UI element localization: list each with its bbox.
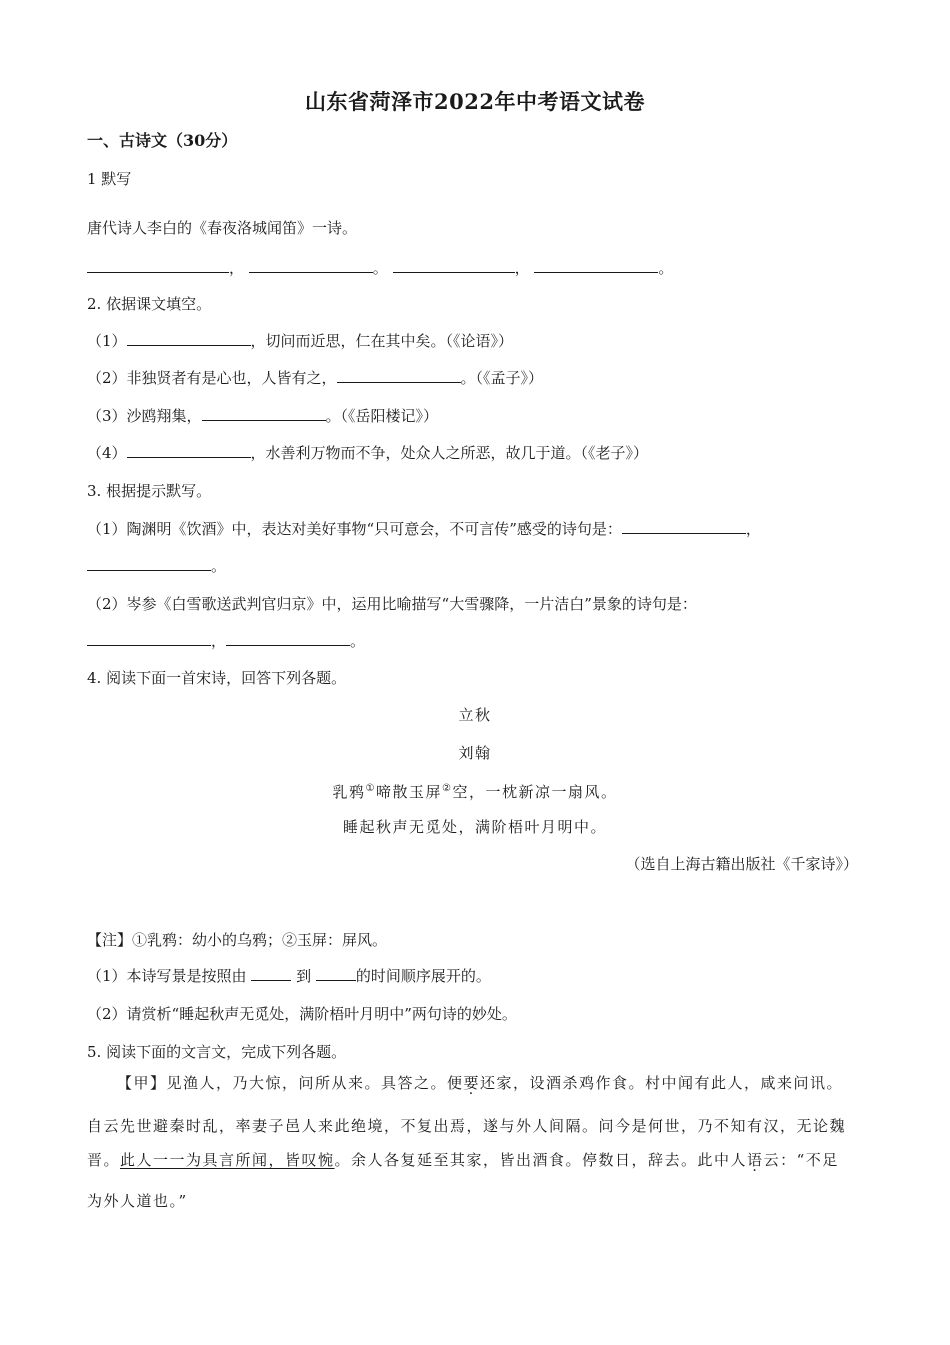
punctuation: ， bbox=[514, 259, 530, 277]
answer-blank[interactable] bbox=[251, 966, 291, 981]
emphasis-dot-char: 语 bbox=[747, 1151, 764, 1169]
footnote-marker: ② bbox=[442, 783, 453, 794]
answer-blank[interactable] bbox=[87, 258, 229, 273]
question-4-sub-1: （1）本诗写景是按照由 到 的时间顺序展开的。 bbox=[87, 967, 491, 985]
question-3-item-1-cont: 。 bbox=[87, 556, 226, 576]
question-2-item-2: （2）非独贤者有是心也，人皆有之， 。（《孟子》） bbox=[87, 369, 544, 387]
poem-line-1: 乳鸦①啼散玉屏②空，一枕新凉一扇风。 bbox=[332, 783, 618, 801]
poem-source: （选自上海古籍出版社《千家诗》） bbox=[625, 855, 858, 873]
underlined-sentence: 此人一一为具言所闻，皆叹惋 bbox=[120, 1151, 335, 1169]
question-1-label: 1 默写 bbox=[87, 170, 132, 188]
question-1-blanks bbox=[87, 258, 673, 278]
answer-blank[interactable] bbox=[337, 368, 461, 383]
poem-author: 刘翰 bbox=[458, 744, 492, 762]
passage-line-3: 晋。此人一一为具言所闻，皆叹惋。余人各复延至其家，皆出酒食。停数日，辞去。此中人语云：“不足 bbox=[87, 1151, 839, 1169]
question-2-label: 2. 依据课文填空。 bbox=[87, 295, 212, 313]
question-2-item-3: （3）沙鸥翔集， 。（《岳阳楼记》） bbox=[87, 407, 439, 425]
answer-blank[interactable] bbox=[534, 258, 658, 273]
answer-blank[interactable] bbox=[127, 443, 251, 458]
answer-blank[interactable] bbox=[87, 556, 211, 571]
poem-line-2: 睡起秋声无觅处，满阶梧叶月明中。 bbox=[342, 818, 607, 836]
answer-blank[interactable] bbox=[226, 631, 350, 646]
page-title: 山东省菏泽市2022年中考语文试卷 bbox=[305, 89, 645, 114]
question-5-label: 5. 阅读下面的文言文，完成下列各题。 bbox=[87, 1043, 347, 1061]
question-2-item-1: （1） ，切问而近思，仁在其中矣。（《论语》） bbox=[87, 332, 514, 350]
question-1-prompt: 唐代诗人李白的《春夜洛城闻笛》一诗。 bbox=[87, 219, 358, 237]
footnote-marker: ① bbox=[365, 783, 376, 794]
punctuation: 。 bbox=[372, 259, 388, 277]
question-4-sub-2: （2）请赏析“睡起秋声无觅处，满阶梧叶月明中”两句诗的妙处。 bbox=[87, 1005, 517, 1023]
question-3-item-1: （1）陶渊明《饮酒》中，表达对美好事物“只可意会，不可言传”感受的诗句是： ， bbox=[87, 520, 761, 538]
passage-line-1: 【甲】见渔人，乃大惊，问所从来。具答之。便要还家，设酒杀鸡作食。村中闻有此人，咸来问讯。 bbox=[117, 1074, 844, 1092]
passage-line-2: 自云先世避秦时乱，率妻子邑人来此绝境，不复出焉，遂与外人间隔。问今是何世，乃不知有汉，无论魏 bbox=[87, 1117, 847, 1135]
question-4-label: 4. 阅读下面一首宋诗，回答下列各题。 bbox=[87, 669, 347, 687]
answer-blank[interactable] bbox=[87, 631, 211, 646]
answer-blank[interactable] bbox=[249, 258, 373, 273]
punctuation: 。 bbox=[658, 259, 674, 277]
poem-note: 【注】①乳鸦：幼小的乌鸦；②玉屏：屏风。 bbox=[87, 931, 388, 949]
poem-title: 立秋 bbox=[458, 706, 492, 724]
passage-line-4: 为外人道也。” bbox=[87, 1192, 188, 1210]
punctuation: ， bbox=[229, 259, 245, 277]
question-3-label: 3. 根据提示默写。 bbox=[87, 482, 212, 500]
answer-blank[interactable] bbox=[393, 258, 515, 273]
question-3-item-2: （2）岑参《白雪歌送武判官归京》中，运用比喻描写“大雪骤降，一片洁白”景象的诗句是： bbox=[87, 595, 697, 613]
answer-blank[interactable] bbox=[127, 331, 251, 346]
answer-blank[interactable] bbox=[316, 966, 356, 981]
emphasis-dot-char: 要 bbox=[463, 1074, 481, 1092]
answer-blank[interactable] bbox=[622, 519, 746, 534]
answer-blank[interactable] bbox=[202, 406, 326, 421]
section-heading: 一、古诗文（30分） bbox=[87, 131, 238, 150]
question-3-item-2-cont: ， 。 bbox=[87, 631, 365, 651]
question-2-item-4: （4） ，水善利万物而不争，处众人之所恶，故几于道。（《老子》） bbox=[87, 444, 649, 462]
